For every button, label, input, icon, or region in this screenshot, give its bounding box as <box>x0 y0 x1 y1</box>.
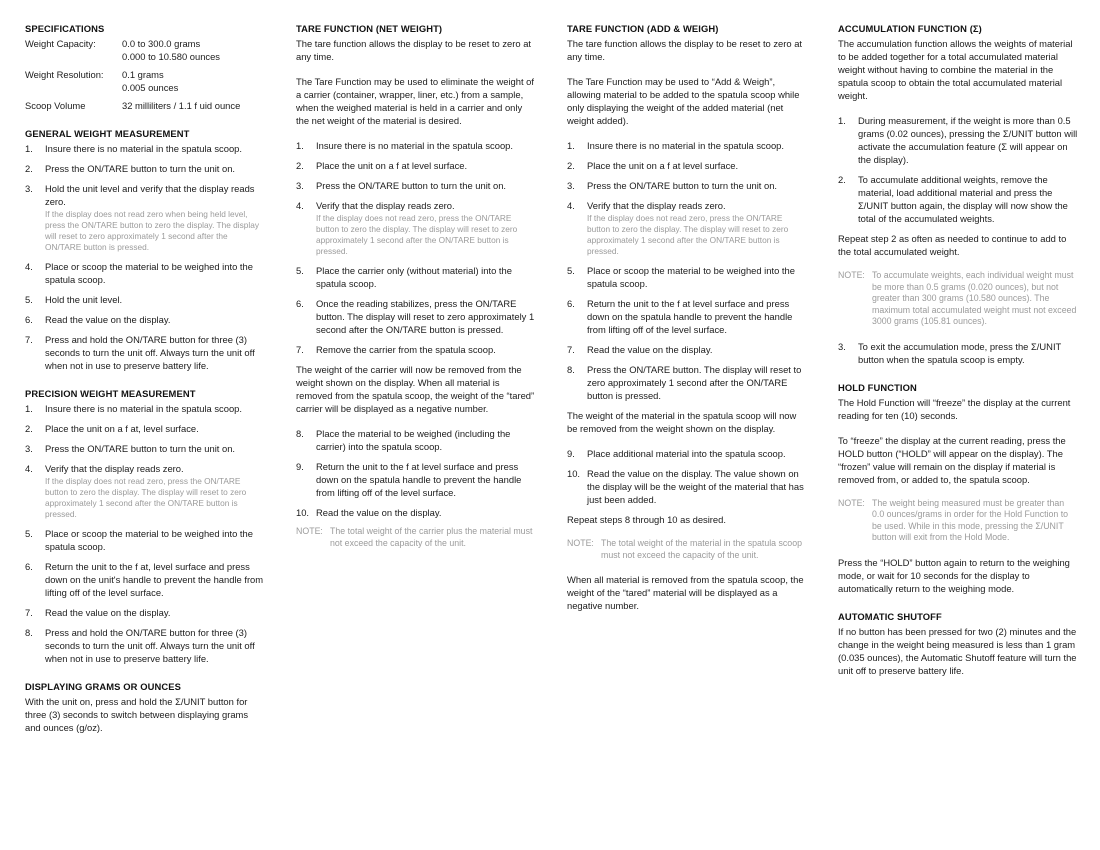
item-text: Insure there is no material in the spatula scoop. <box>316 140 513 151</box>
spec-values <box>122 99 265 112</box>
item-text: Insure there is no material in the spatula scoop. <box>587 140 784 151</box>
note <box>567 538 807 561</box>
note-label: NOTE: <box>838 270 865 280</box>
item-text: Press and hold the ON/TARE button for three (3) seconds to turn the unit off. Always turn the unit off when not in use to preserve battery life. <box>45 334 255 371</box>
list-item <box>25 527 265 553</box>
list-item <box>296 179 536 192</box>
item-number: 1. <box>25 143 33 154</box>
item-body <box>45 162 265 175</box>
list-item <box>25 333 265 372</box>
list-item <box>567 199 807 257</box>
item-body <box>45 293 265 306</box>
item-body <box>587 264 807 290</box>
item-body <box>858 173 1078 225</box>
item-body <box>316 264 536 290</box>
item-text: Place the material to be weighed (including the carrier) into the spatula scoop. <box>316 428 511 452</box>
item-number: 3. <box>838 340 846 352</box>
item-number: 6. <box>296 298 304 309</box>
item-number: 7. <box>296 344 304 355</box>
item-body <box>316 159 536 172</box>
list-item <box>25 313 265 326</box>
list-item <box>296 264 536 290</box>
paragraph: With the unit on, press and hold the Σ/UNIT button for three (3) seconds to switch between displaying grams and ounces (g/oz). <box>25 696 249 733</box>
item-number: 4. <box>25 261 33 272</box>
item-body <box>45 182 265 253</box>
section-heading: ACCUMULATION FUNCTION (Σ) <box>838 23 982 34</box>
list-item <box>25 293 265 306</box>
note-text: The total weight of the material in the spatula scoop must not exceed the capacity of the unit. <box>601 538 802 560</box>
list-item <box>567 467 807 506</box>
spec-values <box>122 68 265 94</box>
item-text: Press and hold the ON/TARE button for three (3) seconds to turn the unit off. Always turn the unit off when not in use to preserve battery life. <box>45 627 255 664</box>
fine-print: If the display does not read zero when being held level, press the ON/TARE button to zero the display. The display will reset to zero approximately 1 second after the ON/TARE button is pressed. <box>45 209 259 252</box>
spec-value: 0.000 to 10.580 ounces <box>122 51 220 62</box>
item-number: 5. <box>25 294 33 305</box>
item-text: Press the ON/TARE button to turn the unit on. <box>45 443 236 454</box>
item-text: Return the unit to the f at, level surface and press down on the unit's handle to prevent the handle from lifting off of the level surface. <box>45 561 264 598</box>
item-text: Place the carrier only (without material) into the spatula scoop. <box>316 265 512 289</box>
item-body <box>45 442 265 455</box>
item-text: Place the unit on a f at level surface. <box>587 160 739 171</box>
item-text: Place the unit on a f at level surface. <box>316 160 468 171</box>
item-number: 2. <box>567 160 575 171</box>
section-heading: DISPLAYING GRAMS OR OUNCES <box>25 681 181 692</box>
item-text: Read the value on the display. The value shown on the display will be the weight of the material that has just been added. <box>587 468 804 505</box>
spec-label: Weight Resolution: <box>25 69 104 80</box>
list-item <box>567 363 807 402</box>
item-body <box>858 340 1078 366</box>
item-number: 5. <box>296 265 304 276</box>
item-body <box>45 462 265 520</box>
item-text: Place or scoop the material to be weighed into the spatula scoop. <box>45 528 253 552</box>
note <box>296 526 536 549</box>
item-text: Remove the carrier from the spatula scoop. <box>316 344 496 355</box>
item-text: Place or scoop the material to be weighed into the spatula scoop. <box>587 265 795 289</box>
section-heading: PRECISION WEIGHT MEASUREMENT <box>25 388 196 399</box>
section-heading: TARE FUNCTION (NET WEIGHT) <box>296 23 443 34</box>
item-number: 5. <box>25 528 33 539</box>
section-heading: TARE FUNCTION (ADD & WEIGH) <box>567 23 719 34</box>
list-item <box>567 343 807 356</box>
item-body <box>858 114 1078 166</box>
item-body <box>45 560 265 599</box>
list-item <box>296 427 536 453</box>
numbered-list <box>25 402 265 665</box>
list-item <box>25 442 265 455</box>
item-number: 3. <box>25 183 33 194</box>
fine-print: If the display does not read zero, press the ON/TARE button to zero the display. The display will reset to zero approximately 1 second after the ON/TARE button is pressed. <box>316 213 518 256</box>
list-item <box>296 159 536 172</box>
item-text: Insure there is no material in the spatula scoop. <box>45 403 242 414</box>
item-number: 6. <box>25 561 33 572</box>
list-item <box>567 179 807 192</box>
item-body <box>45 402 265 415</box>
numbered-list <box>25 142 265 372</box>
numbered-list <box>838 114 1078 225</box>
item-number: 8. <box>296 428 304 439</box>
item-number: 2. <box>25 163 33 174</box>
item-number: 1. <box>567 140 575 151</box>
item-number: 4. <box>567 200 575 211</box>
item-body <box>316 179 536 192</box>
list-item <box>567 447 807 460</box>
item-text: Insure there is no material in the spatula scoop. <box>45 143 242 154</box>
note-label: NOTE: <box>567 538 594 548</box>
item-body <box>316 506 536 519</box>
item-text: Read the value on the display. <box>316 507 442 518</box>
paragraph: The Tare Function may be used to eliminate the weight of a carrier (container, wrapper, liner, etc.) from a sample, when the weighed material is held in a carrier and only the net weight of the material is desired. <box>296 76 534 126</box>
item-number: 2. <box>25 423 33 434</box>
paragraph: Repeat step 2 as often as needed to continue to add to the total accumulated weight. <box>838 233 1067 257</box>
item-number: 8. <box>567 364 575 375</box>
item-number: 1. <box>25 403 33 414</box>
item-body <box>45 422 265 435</box>
item-body <box>587 467 807 506</box>
item-body <box>316 427 536 453</box>
paragraph: When all material is removed from the spatula scoop, the weight of the “tared” material will be displayed as a negative number. <box>567 574 804 611</box>
note-label: NOTE: <box>296 526 323 536</box>
item-number: 4. <box>25 463 33 474</box>
spec-label: Weight Capacity: <box>25 38 96 49</box>
list-item <box>25 422 265 435</box>
item-body <box>587 159 807 172</box>
item-body <box>587 139 807 152</box>
fine-print: If the display does not read zero, press the ON/TARE button to zero the display. The display will reset to zero approximately 1 second after the ON/TARE button is pressed. <box>45 476 247 519</box>
item-number: 2. <box>838 174 846 185</box>
list-item <box>838 114 1078 166</box>
item-text: Hold the unit level. <box>45 294 123 305</box>
list-item <box>25 560 265 599</box>
item-text: Place additional material into the spatula scoop. <box>587 448 786 459</box>
item-body <box>316 460 536 499</box>
list-item <box>296 139 536 152</box>
note-text: To accumulate weights, each individual weight must be more than 0.5 grams (0.020 ounces), but not greater than 300 grams (10.580 ounces). The maximum total accumulated weight must not exceed 3000 grams (105.81 ounces). <box>872 270 1077 326</box>
paragraph: To “freeze” the display at the current reading, press the HOLD button (“HOLD” will appear on the display). The “frozen” value will remain on the display if material is removed from, or added to, the spatula scoop. <box>838 434 1066 485</box>
paragraph: The tare function allows the display to be reset to zero at any time. <box>296 38 532 62</box>
list-item <box>838 173 1078 225</box>
spec-value: 0.0 to 300.0 grams <box>122 38 201 49</box>
spec-label: Scoop Volume <box>25 100 86 111</box>
list-item <box>296 343 536 356</box>
item-text: Once the reading stabilizes, press the ON/TARE button. The display will reset to zero approximately 1 second after the ON/TARE button is pressed. <box>316 298 535 335</box>
item-number: 9. <box>296 461 304 472</box>
paragraph: The accumulation function allows the weights of material to be added together for a total accumulated material weight without having to combine the material in the spatula scoop to obtain the total accumulated material weight. <box>838 38 1073 101</box>
paragraph: The Hold Function will “freeze” the display at the current reading for ten (10) seconds. <box>838 396 1071 421</box>
item-number: 6. <box>567 298 575 309</box>
item-number: 10. <box>296 507 310 518</box>
spec-row <box>25 68 265 94</box>
manual-column-1 <box>25 22 265 850</box>
spec-value: 0.1 grams <box>122 69 164 80</box>
item-text: Press the ON/TARE button to turn the unit on. <box>316 180 507 191</box>
list-item <box>25 142 265 155</box>
list-item <box>296 460 536 499</box>
item-text: Read the value on the display. <box>587 344 713 355</box>
note-text: The weight being measured must be greater than 0.0 ounces/grams in order for the Hold Function to be used. While in this mode, pressing the Σ/UNIT button will exit from the Hold Mode. <box>872 497 1069 542</box>
item-number: 6. <box>25 314 33 325</box>
item-number: 5. <box>567 265 575 276</box>
numbered-list <box>838 340 1078 366</box>
list-item <box>567 297 807 336</box>
spec-value: 0.005 ounces <box>122 82 179 93</box>
item-number: 8. <box>25 627 33 638</box>
item-text: Press the ON/TARE button. The display will reset to zero approximately 1 second after the ON/TARE button is pressed. <box>587 364 802 401</box>
paragraph: If no button has been pressed for two (2) minutes and the change in the weight being measured is less than 1 gram (0.035 ounces), the Automatic Shutoff feature will turn the unit off to preserve battery life. <box>838 625 1077 676</box>
item-number: 3. <box>296 180 304 191</box>
item-body <box>316 297 536 336</box>
item-body <box>587 447 807 460</box>
list-item <box>296 199 536 257</box>
item-body <box>316 139 536 152</box>
list-item <box>296 506 536 519</box>
item-number: 7. <box>567 344 575 355</box>
item-text: Verify that the display reads zero. <box>316 200 455 211</box>
list-item <box>25 162 265 175</box>
item-text: Return the unit to the f at level surface and press down on the spatula handle to prevent the handle from lifting off of the level surface. <box>316 461 522 498</box>
list-item <box>567 139 807 152</box>
item-text: To accumulate additional weights, remove the material, load additional material and press the Σ/UNIT button again, the display will now show the total of the accumulated weights. <box>858 174 1068 224</box>
item-body <box>587 179 807 192</box>
item-body <box>587 343 807 356</box>
item-number: 3. <box>25 443 33 454</box>
spec-value: 32 milliliters / 1.1 f uid ounce <box>122 100 241 111</box>
numbered-list <box>567 447 807 506</box>
item-body <box>316 199 536 257</box>
item-body <box>587 297 807 336</box>
spec-table <box>25 37 265 112</box>
note-label: NOTE: <box>838 497 865 508</box>
item-number: 3. <box>567 180 575 191</box>
paragraph: The tare function allows the display to be reset to zero at any time. <box>567 38 803 62</box>
fine-print: If the display does not read zero, press the ON/TARE button to zero the display. The display will reset to zero approximately 1 second after the ON/TARE button is pressed. <box>587 213 789 256</box>
list-item <box>25 402 265 415</box>
section-heading: AUTOMATIC SHUTOFF <box>838 610 942 622</box>
item-number: 7. <box>25 334 33 345</box>
item-body <box>587 199 807 257</box>
item-text: Read the value on the display. <box>45 314 171 325</box>
note <box>838 270 1078 328</box>
list-item <box>25 462 265 520</box>
item-number: 10. <box>567 468 581 479</box>
manual-column-4 <box>838 22 1078 850</box>
section-heading: SPECIFICATIONS <box>25 23 105 34</box>
list-item <box>567 264 807 290</box>
item-body <box>45 626 265 665</box>
item-number: 7. <box>25 607 33 618</box>
list-item <box>25 182 265 253</box>
list-item <box>567 159 807 172</box>
item-text: Hold the unit level and verify that the display reads zero. <box>45 183 255 207</box>
section-heading: HOLD FUNCTION <box>838 381 917 393</box>
list-item <box>25 606 265 619</box>
item-body <box>45 142 265 155</box>
item-body <box>45 333 265 372</box>
numbered-list <box>296 427 536 519</box>
list-item <box>25 626 265 665</box>
numbered-list <box>296 139 536 356</box>
list-item <box>296 297 536 336</box>
paragraph: Repeat steps 8 through 10 as desired. <box>567 514 726 525</box>
paragraph: The weight of the carrier will now be removed from the weight shown on the display. When all material is removed from the spatula scoop, the weight of the “tared” carrier will be displayed as a negative number. <box>296 364 535 414</box>
item-text: Place or scoop the material to be weighed into the spatula scoop. <box>45 261 253 285</box>
item-body <box>316 343 536 356</box>
item-body <box>45 260 265 286</box>
spec-values <box>122 37 265 63</box>
spec-row <box>25 37 265 63</box>
note <box>838 498 1078 544</box>
item-body <box>45 606 265 619</box>
item-text: To exit the accumulation mode, press the Σ/UNIT button when the spatula scoop is empty. <box>858 340 1062 365</box>
spec-row <box>25 99 265 112</box>
item-text: Press the ON/TARE button to turn the unit on. <box>45 163 236 174</box>
paragraph: The Tare Function may be used to “Add & Weigh”, allowing material to be added to the spatula scoop while only displaying the weight of the added material (net weight added). <box>567 76 800 126</box>
note-text: The total weight of the carrier plus the material must not exceed the capacity of the unit. <box>330 526 533 548</box>
item-number: 1. <box>838 115 846 126</box>
item-body <box>45 313 265 326</box>
item-text: During measurement, if the weight is more than 0.5 grams (0.02 ounces), pressing the Σ/UNIT button will activate the accumulation feature (Σ will appear on the display). <box>858 115 1078 165</box>
item-number: 9. <box>567 448 575 459</box>
list-item <box>25 260 265 286</box>
paragraph: Press the “HOLD” button again to return to the weighing mode, or wait for 10 seconds for the display to automatically return to the weighing mode. <box>838 556 1070 594</box>
item-text: Press the ON/TARE button to turn the unit on. <box>587 180 778 191</box>
item-body <box>587 363 807 402</box>
item-text: Read the value on the display. <box>45 607 171 618</box>
paragraph: The weight of the material in the spatula scoop will now be removed from the weight shown on the display. <box>567 410 797 434</box>
item-text: Place the unit on a f at, level surface. <box>45 423 199 434</box>
item-text: Return the unit to the f at level surface and press down on the spatula handle to prevent the handle from lifting off of the level surface. <box>587 298 793 335</box>
item-number: 2. <box>296 160 304 171</box>
item-body <box>45 527 265 553</box>
item-number: 4. <box>296 200 304 211</box>
item-number: 1. <box>296 140 304 151</box>
section-heading: GENERAL WEIGHT MEASUREMENT <box>25 128 190 139</box>
item-text: Verify that the display reads zero. <box>587 200 726 211</box>
list-item <box>838 340 1078 366</box>
manual-column-3 <box>567 22 807 850</box>
item-text: Verify that the display reads zero. <box>45 463 184 474</box>
numbered-list <box>567 139 807 402</box>
manual-column-2 <box>296 22 536 850</box>
